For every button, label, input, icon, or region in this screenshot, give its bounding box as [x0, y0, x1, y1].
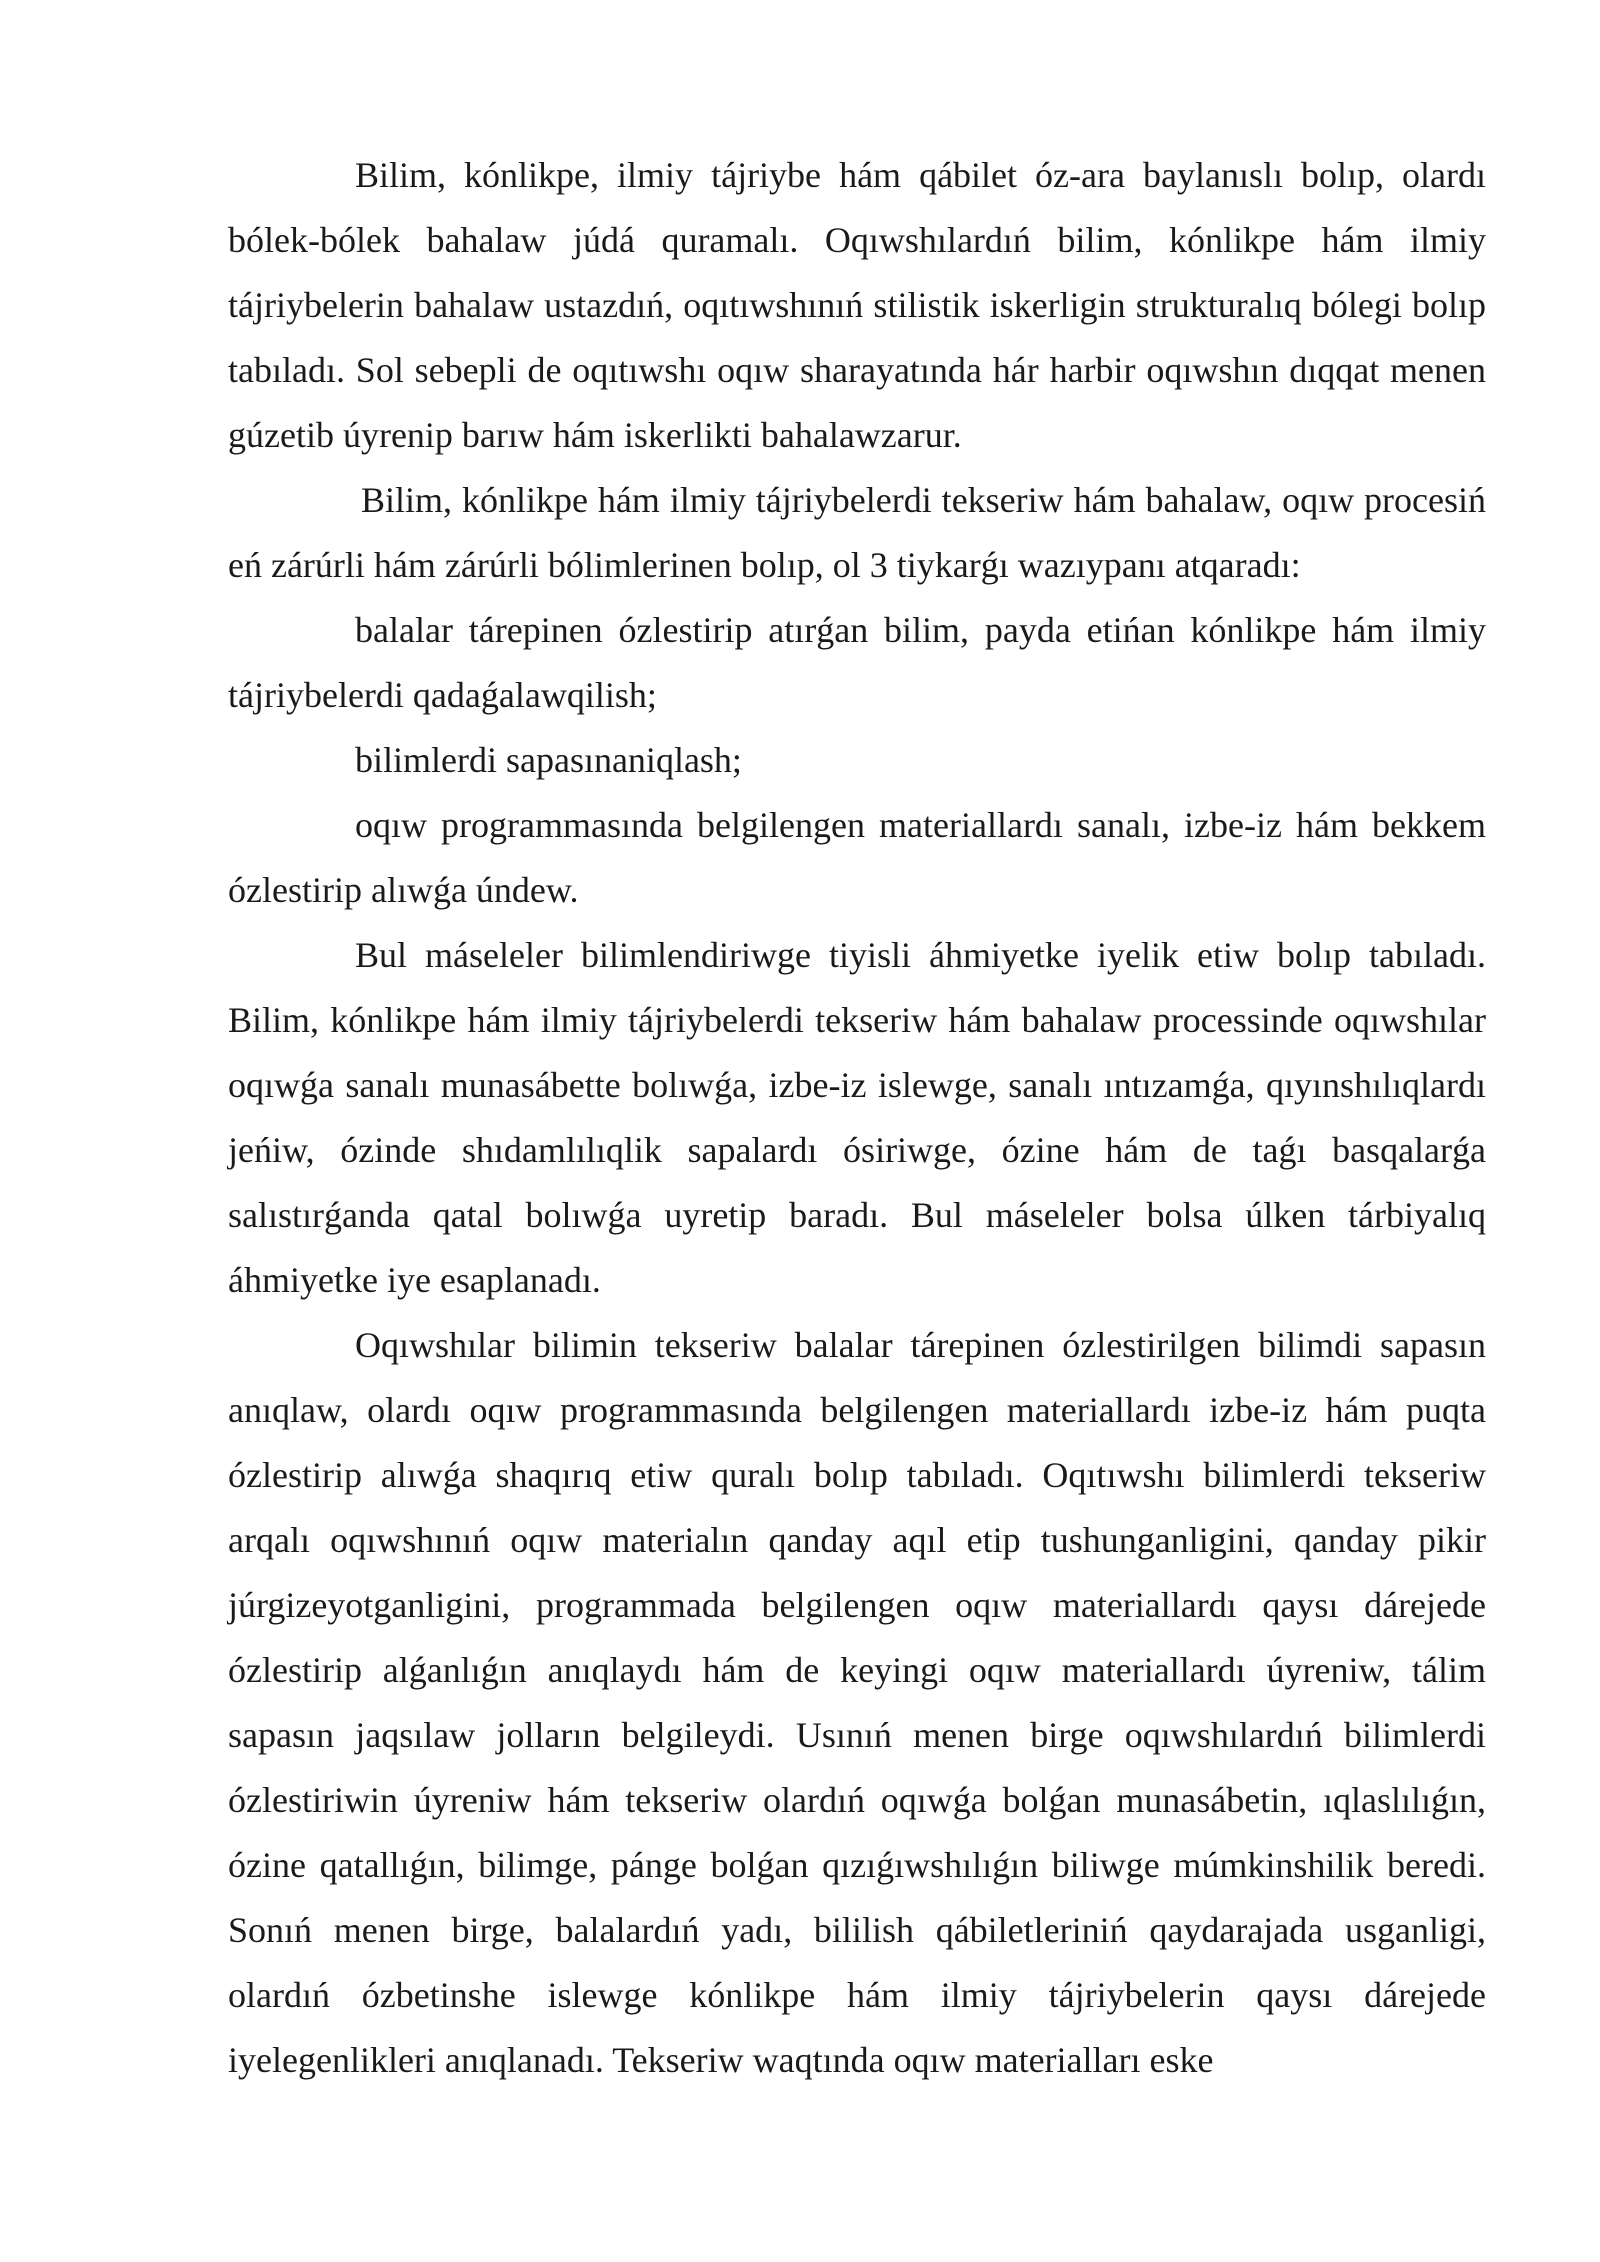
paragraph-knowledge-checking: Oqıwshılar bilimin tekseriw balalar tárepinen ózlestirilgen bilimdi sapasın anıqlaw, olardı oqıw programmasında belgilengen materiallardı izbe-iz hám puqta ózlestirip alıwǵa shaqırıq etiw quralı bolıp tabıladı. Oqıtıwshı bilimlerdi tekseriw arqalı oqıwshınıń oqıw materialın qanday aqıl etip tushunganligini, qanday pikir júrgizeyotganligini, programmada belgilengen oqıw materiallardı qaysı dárejede ózlestirip alǵanlıǵın anıqlaydı hám de keyingi oqıw materiallardı úyreniw, tálim sapasın jaqsılaw jolların belgileydi. Usınıń menen birge oqıwshılardıń bilimlerdi ózlestiriwin úyreniw hám tekseriw olardıń oqıwǵa bolǵan munasábetin, ıqlaslılıǵın, ózine qatallıǵın, bilimge, pánge bolǵan qızıǵıwshılıǵın biliwge múmkinshilik beredi. Sonıń menen birge, balalardıń yadı, bililish qábiletleriniń qaydarajada usganligi, olardıń ózbetinshe islewge kónlikpe hám ilmiy tájriybelerin qaysı dárejede iyelegenlikleri anıqlanadı. Tekseriw waqtında oqıw materialları eske: [228, 1325, 1486, 2080]
paragraph-task-motivation: oqıw programmasında belgilengen materiallardı sanalı, izbe-iz hám bekkem ózlestirip alıwǵa úndew.: [228, 805, 1486, 910]
paragraph-three-tasks: Bilim, kónlikpe hám ilmiy tájriybelerdi tekseriw hám bahalaw, oqıw procesiń eń zárúrli hám zárúrli bólimlerinen bolıp, ol 3 tiykarǵı wazıypanı atqaradı:: [228, 480, 1486, 585]
document-page: [228, 143, 1486, 2093]
paragraph-task-quality: bilimlerdi sapasınaniqlash;: [355, 740, 742, 780]
paragraph-educational-importance: Bul máseleler bilimlendiriwge tiyisli áhmiyetke iyelik etiw bolıp tabıladı. Bilim, kónlikpe hám ilmiy tájriybelerdi tekseriw hám bahalaw processinde oqıwshılar oqıwǵa sanalı munasábette bolıwǵa, izbe-iz islewge, sanalı ıntızamǵa, qıyınshılıqlardı jeńiw, ózinde shıdamlılıqlik sapalardı ósiriwge, ózine hám de taǵı basqalarǵa salıstırǵanda qatal bolıwǵa uyretip baradı. Bul máseleler bolsa úlken tárbiyalıq áhmiyetke iye esaplanadı.: [228, 935, 1486, 1300]
paragraph-task-control: balalar tárepinen ózlestirip atırǵan bilim, payda etińan kónlikpe hám ilmiy tájriybelerdi qadaǵalawqilish;: [228, 610, 1486, 715]
paragraph-skills-assessment-intro: Bilim, kónlikpe, ilmiy tájriybe hám qábilet óz-ara baylanıslı bolıp, olardı bólek-bólek bahalaw júdá quramalı. Oqıwshılardıń bilim, kónlikpe hám ilmiy tájriybelerin bahalaw ustazdıń, oqıtıwshınıń stilistik iskerligin strukturalıq bólegi bolıp tabıladı. Sol sebepli de oqıtıwshı oqıw sharayatında hár harbir oqıwshın dıqqat menen gúzetib úyrenip barıw hám iskerlikti bahalawzarur.: [228, 155, 1486, 455]
